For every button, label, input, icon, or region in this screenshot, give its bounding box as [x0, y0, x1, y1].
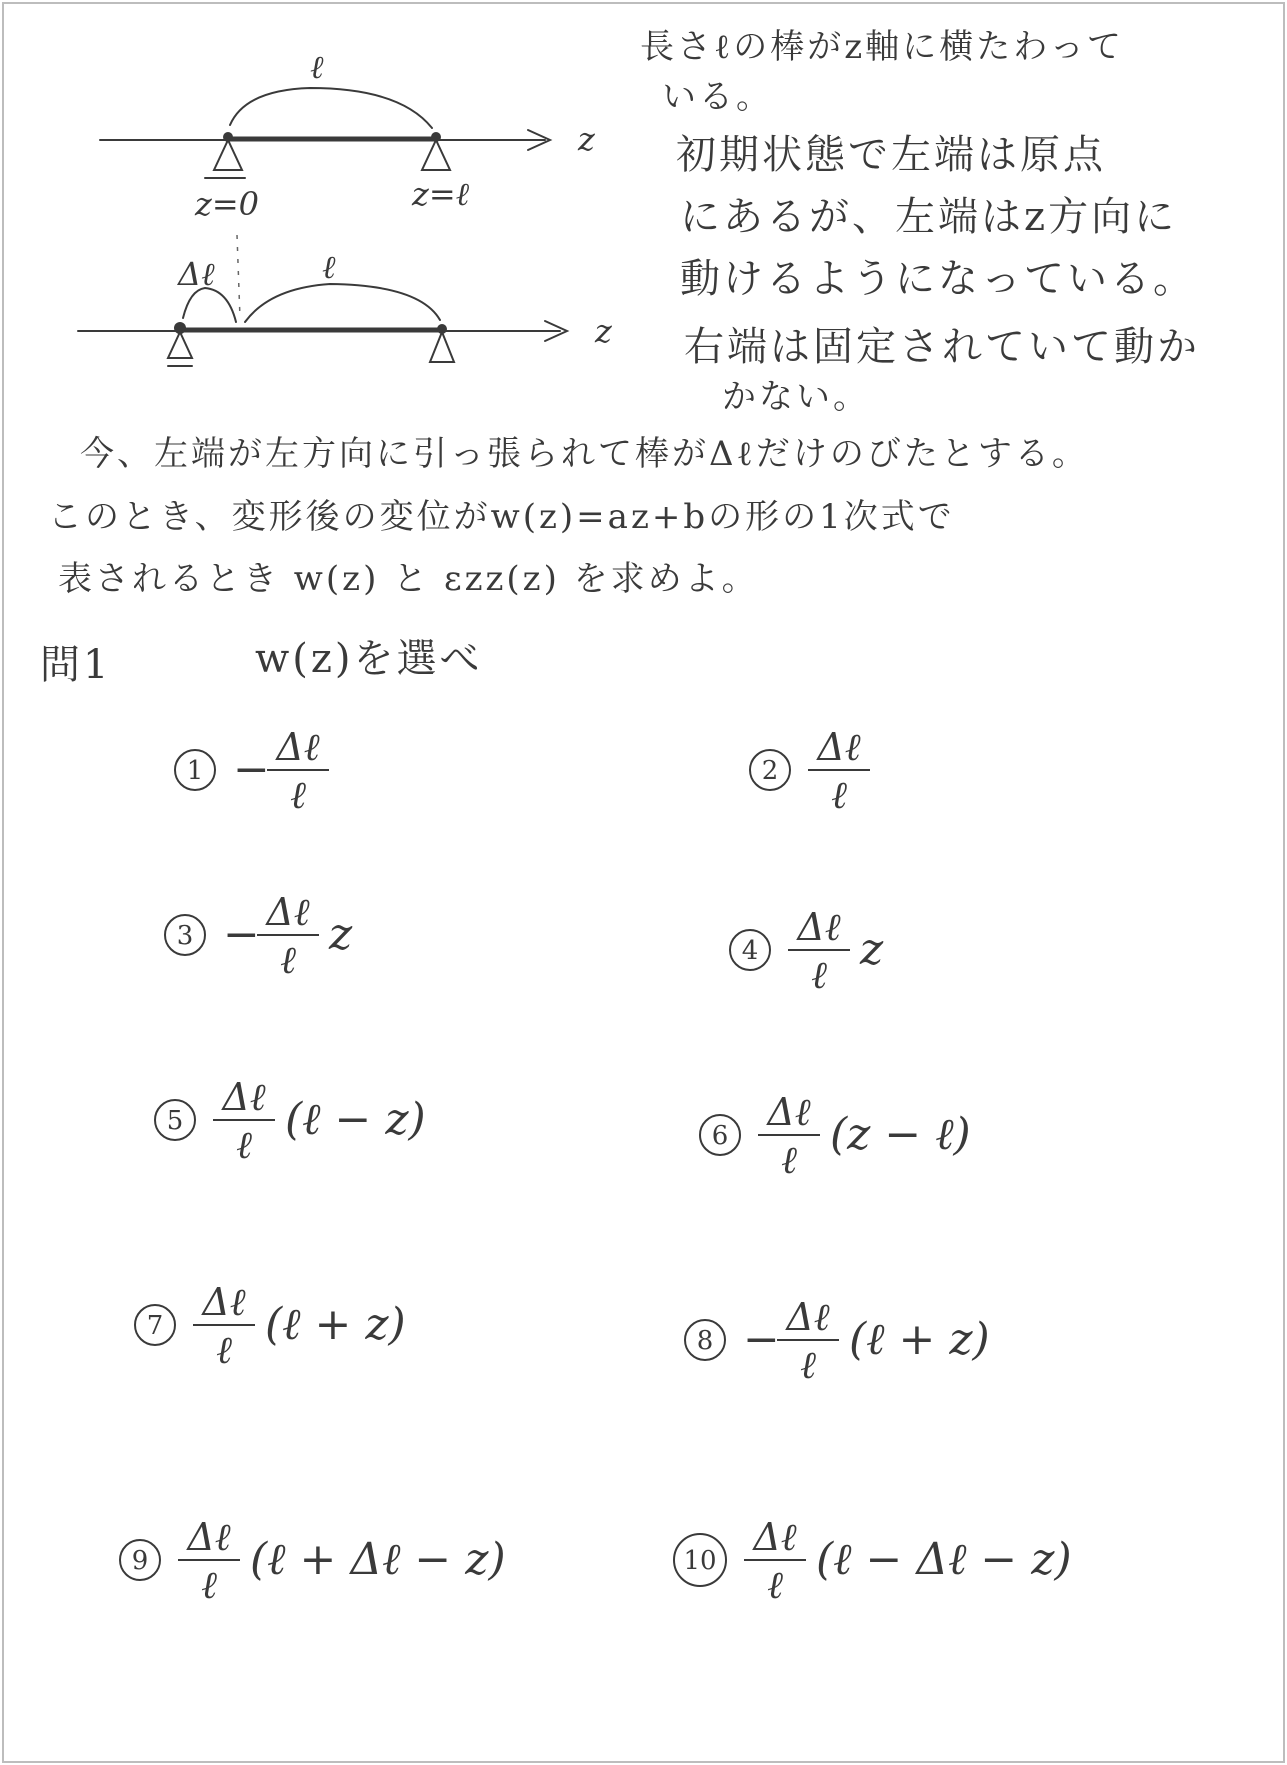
- option-tail: (ℓ − z): [285, 1094, 426, 1145]
- option-numerator: Δℓ: [187, 1515, 231, 1559]
- option-denominator: ℓ: [236, 1123, 252, 1167]
- setup-line: かない。: [722, 377, 870, 417]
- setup-line: 右端は固定されていて動か: [684, 324, 1200, 370]
- option-denominator: ℓ: [767, 1563, 783, 1607]
- option-denominator: ℓ: [201, 1563, 217, 1607]
- setup-line: 長さℓの棒がz軸に横たわって: [640, 27, 1124, 67]
- option-number: 2: [761, 756, 779, 786]
- option-numerator: Δℓ: [817, 725, 861, 769]
- option-number: 7: [146, 1311, 164, 1341]
- option-number: 8: [696, 1326, 714, 1356]
- option-denominator: ℓ: [290, 773, 306, 817]
- option-tail: (ℓ + z): [265, 1299, 406, 1350]
- option-denominator: ℓ: [781, 1138, 797, 1182]
- bottom-axis-label: z: [595, 312, 612, 350]
- option-number: 1: [186, 756, 204, 786]
- option-tail: (z − ℓ): [830, 1109, 971, 1160]
- right-support-label: z=ℓ: [412, 175, 469, 213]
- option-numerator: Δℓ: [276, 725, 320, 769]
- option-number: 4: [741, 936, 759, 966]
- option-tail: (ℓ − Δℓ − z): [816, 1534, 1072, 1585]
- option-sign: −: [223, 909, 260, 960]
- option-number: 6: [711, 1121, 729, 1151]
- option-numerator: Δℓ: [266, 890, 310, 934]
- option-sign: −: [233, 744, 270, 795]
- option-denominator: ℓ: [280, 938, 296, 982]
- option-numerator: Δℓ: [786, 1295, 830, 1339]
- left-support-label: z=0: [195, 185, 260, 223]
- option-numerator: Δℓ: [222, 1075, 266, 1119]
- question-prompt: w(z)を選べ: [255, 636, 483, 682]
- option-tail: z: [860, 924, 884, 975]
- option-numerator: Δℓ: [767, 1090, 811, 1134]
- option-number: 10: [683, 1546, 717, 1576]
- option-number: 3: [176, 921, 194, 951]
- option-numerator: Δℓ: [797, 905, 841, 949]
- setup-line: いる。: [662, 77, 773, 117]
- problem-line: このとき、変形後の変位がw(z)=az+bの形の1次式で: [48, 497, 955, 537]
- option-denominator: ℓ: [216, 1328, 232, 1372]
- top-axis-label: z: [578, 120, 595, 158]
- option-tail: (ℓ + z): [849, 1314, 990, 1365]
- setup-line: 動けるようになっている。: [680, 256, 1196, 302]
- option-number: 9: [131, 1546, 149, 1576]
- option-denominator: ℓ: [800, 1343, 816, 1387]
- problem-line: 今、左端が左方向に引っ張られて棒がΔℓだけのびたとする。: [80, 434, 1089, 474]
- option-number: 5: [166, 1106, 184, 1136]
- option-tail: (ℓ + Δℓ − z): [250, 1534, 506, 1585]
- option-sign: −: [743, 1314, 780, 1365]
- delta-length-label: Δℓ: [178, 255, 215, 293]
- setup-line: にあるが、左端はz方向に: [680, 194, 1178, 240]
- option-denominator: ℓ: [811, 953, 827, 997]
- bottom-length-label: ℓ: [322, 248, 336, 286]
- option-numerator: Δℓ: [202, 1280, 246, 1324]
- option-numerator: Δℓ: [753, 1515, 797, 1559]
- option-denominator: ℓ: [831, 773, 847, 817]
- question-label: 問1: [40, 642, 112, 688]
- setup-line: 初期状態で左端は原点: [676, 132, 1106, 178]
- top-length-label: ℓ: [310, 48, 324, 86]
- problem-line: 表されるとき w(z) と εzz(z) を求めよ。: [58, 559, 759, 599]
- option-tail: z: [329, 909, 353, 960]
